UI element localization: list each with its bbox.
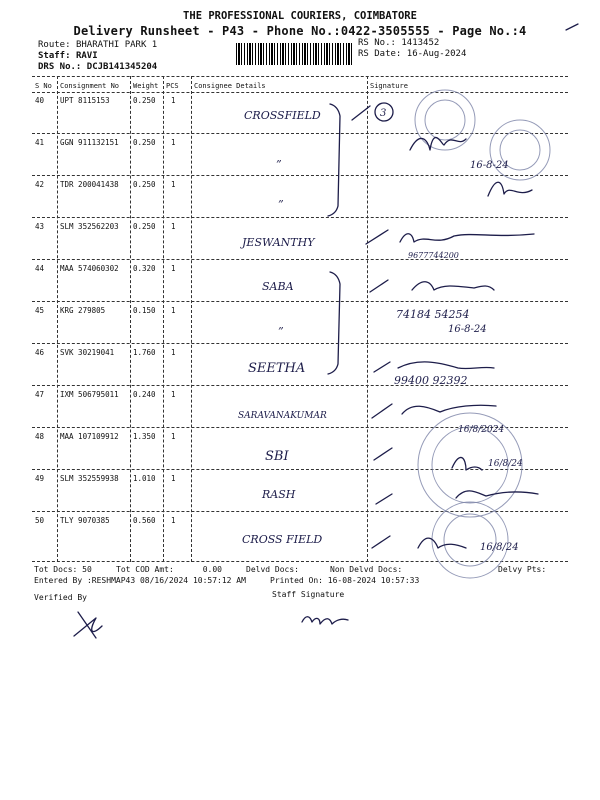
cell-consignment: KRG 279805	[60, 306, 106, 315]
row-rule	[32, 133, 568, 134]
handwritten-note: 16/8/24	[480, 542, 519, 553]
handwritten-note: 16/8/2024	[458, 425, 505, 435]
stamp-professional-couriers	[432, 502, 508, 578]
handwritten-note: 16-8-24	[448, 324, 487, 335]
drs-value: DCJB141345204	[86, 62, 158, 72]
company-name: THE PROFESSIONAL COURIERS, COIMBATORE	[183, 10, 417, 22]
signature-scribble	[456, 491, 538, 498]
check-mark	[372, 404, 392, 418]
row-rule	[32, 385, 568, 386]
cell-weight: 0.320	[133, 264, 156, 273]
cell-weight: 0.250	[133, 180, 156, 189]
cell-consignment: UPT 8115153	[60, 96, 110, 105]
staff-label: Staff:	[38, 51, 71, 61]
col-header-consignment: Consignment No	[60, 82, 120, 90]
col-divider	[367, 76, 368, 562]
cell-pcs: 1	[171, 306, 176, 315]
cell-pcs: 1	[171, 222, 176, 231]
handwritten-consignee: ”	[278, 198, 284, 211]
cell-pcs: 1	[171, 474, 176, 483]
footer-entered-by: Entered By :RESHMAP43 08/16/2024 10:57:12 AM	[34, 576, 246, 585]
footer-printed-on: Printed On: 16-08-2024 10:57:33	[270, 576, 420, 585]
cell-weight: 0.250	[133, 222, 156, 231]
cell-consignment: TLY 9070385	[60, 516, 110, 525]
row-rule	[32, 511, 568, 512]
handwritten-consignee: CROSSFIELD	[244, 109, 321, 122]
handwritten-consignee: RASH	[262, 488, 296, 501]
cell-weight: 0.250	[133, 138, 156, 147]
signature-scribble	[410, 137, 466, 150]
cell-weight: 0.560	[133, 516, 156, 525]
handwritten-consignee: ”	[276, 158, 282, 171]
handwritten-note: 16/8/24	[488, 459, 523, 469]
staff-value: RAVI	[75, 51, 98, 61]
cell-consignment: SVK 30219041	[60, 348, 115, 357]
cell-sno: 41	[35, 138, 45, 147]
col-divider	[57, 76, 58, 562]
row-rule	[32, 301, 568, 302]
footer-tot-cod: Tot COD Amt: 0.00	[116, 565, 222, 574]
cell-consignment: TDR 200041438	[60, 180, 119, 189]
route-label: Route:	[38, 40, 71, 50]
route-value: BHARATHI PARK 1	[75, 40, 158, 50]
cell-sno: 46	[35, 348, 45, 357]
cell-sno: 40	[35, 96, 45, 105]
cell-pcs: 1	[171, 348, 176, 357]
row-rule	[32, 427, 568, 428]
footer-delvy-pts: Delvy Pts:	[498, 565, 547, 574]
rs-no-line	[358, 38, 439, 48]
row-rule	[32, 343, 568, 344]
row-rule	[32, 469, 568, 470]
stamp-professional-couriers	[415, 90, 475, 150]
cell-consignment: MAA 107109912	[60, 432, 119, 441]
table-top-rule	[32, 76, 568, 77]
handwritten-consignee: SARAVANAKUMAR	[238, 411, 327, 421]
row-rule	[32, 175, 568, 176]
footer-verified-by: Verified By	[34, 593, 87, 602]
cell-pcs: 1	[171, 264, 176, 273]
signature-scribble	[488, 182, 532, 196]
row-rule	[32, 561, 568, 562]
cell-pcs: 1	[171, 516, 176, 525]
check-mark	[372, 536, 390, 548]
barcode-image	[236, 43, 354, 65]
stamp-state-bank-of-india	[418, 413, 522, 517]
cell-sno: 42	[35, 180, 45, 189]
handwritten-consignee: CROSS FIELD	[242, 533, 323, 546]
check-mark	[370, 280, 388, 292]
cell-pcs: 1	[171, 432, 176, 441]
cell-sno: 50	[35, 516, 45, 525]
cell-sno: 48	[35, 432, 45, 441]
signature-scribble	[412, 282, 494, 290]
handwritten-note: 9677744200	[408, 251, 459, 260]
handwritten-note: 16-8-24	[470, 160, 509, 171]
rs-no-value: 1413452	[401, 38, 440, 48]
cell-consignment: SLM 352562203	[60, 222, 119, 231]
drs-line	[38, 62, 157, 72]
check-mark	[366, 230, 388, 244]
footer-tot-docs: Tot Docs: 50	[34, 565, 92, 574]
cell-pcs: 1	[171, 96, 176, 105]
bracket-mark	[328, 272, 340, 374]
handwritten-consignee: SEETHA	[248, 361, 306, 376]
bracket-mark	[328, 104, 340, 216]
cell-sno: 45	[35, 306, 45, 315]
signature-scribble	[402, 405, 496, 414]
staff-signature-scribble	[302, 617, 348, 624]
check-mark	[374, 362, 390, 372]
cell-consignment: GGN 911132151	[60, 138, 119, 147]
cell-consignment: IXM 506795011	[60, 390, 119, 399]
rs-date-value: 16-Aug-2024	[406, 49, 467, 59]
cell-sno: 43	[35, 222, 45, 231]
check-mark	[376, 494, 392, 504]
handwritten-note: 74184 54254	[396, 308, 470, 321]
staff-line	[38, 51, 98, 61]
handwritten-consignee: ”	[278, 325, 284, 338]
rs-date-label: RS Date:	[358, 49, 402, 59]
handwritten-consignee: JESWANTHY	[242, 236, 315, 249]
verified-by-signature	[74, 612, 102, 638]
runsheet-title: Delivery Runsheet - P43 - Phone No.:0422-3505555 - Page No.:4	[73, 24, 527, 38]
col-divider	[163, 76, 164, 562]
cell-sno: 49	[35, 474, 45, 483]
col-header-pcs: PCS	[166, 82, 179, 90]
col-header-signature: Signature	[370, 82, 408, 90]
svg-text:3: 3	[380, 108, 387, 119]
cell-weight: 1.760	[133, 348, 156, 357]
cell-sno: 44	[35, 264, 45, 273]
cell-weight: 0.240	[133, 390, 156, 399]
cell-weight: 0.250	[133, 96, 156, 105]
cell-pcs: 1	[171, 138, 176, 147]
cell-weight: 1.010	[133, 474, 156, 483]
cell-weight: 1.350	[133, 432, 156, 441]
drs-label: DRS No.:	[38, 62, 82, 72]
footer-non-delvd-docs: Non Delvd Docs:	[330, 565, 403, 574]
signature-scribble	[398, 362, 494, 369]
handwritten-note: 99400 92392	[394, 374, 468, 387]
table-header-rule	[32, 92, 568, 93]
route-line	[38, 40, 157, 50]
signature-scribble	[400, 234, 534, 242]
circled-number	[375, 103, 393, 121]
cell-pcs: 1	[171, 180, 176, 189]
cell-consignment: SLM 352559938	[60, 474, 119, 483]
row-rule	[32, 217, 568, 218]
footer-staff-signature: Staff Signature	[272, 590, 345, 599]
col-divider	[130, 76, 131, 562]
stamp-professional-couriers	[490, 120, 550, 180]
col-header-consignee: Consignee Details	[194, 82, 266, 90]
col-header-sno: S No	[35, 82, 52, 90]
cell-sno: 47	[35, 390, 45, 399]
signature-scribble	[418, 538, 466, 548]
handwritten-consignee: SABA	[262, 280, 294, 293]
handwritten-consignee: SBI	[265, 449, 289, 464]
cell-pcs: 1	[171, 390, 176, 399]
col-header-weight: Weight	[133, 82, 159, 90]
cell-consignment: MAA 574060302	[60, 264, 119, 273]
cell-weight: 0.150	[133, 306, 156, 315]
rs-no-label: RS No.:	[358, 38, 396, 48]
col-divider	[191, 76, 192, 562]
rs-date-line	[358, 49, 466, 59]
check-mark	[374, 448, 392, 460]
footer-delvd-docs: Delvd Docs:	[246, 565, 299, 574]
row-rule	[32, 259, 568, 260]
